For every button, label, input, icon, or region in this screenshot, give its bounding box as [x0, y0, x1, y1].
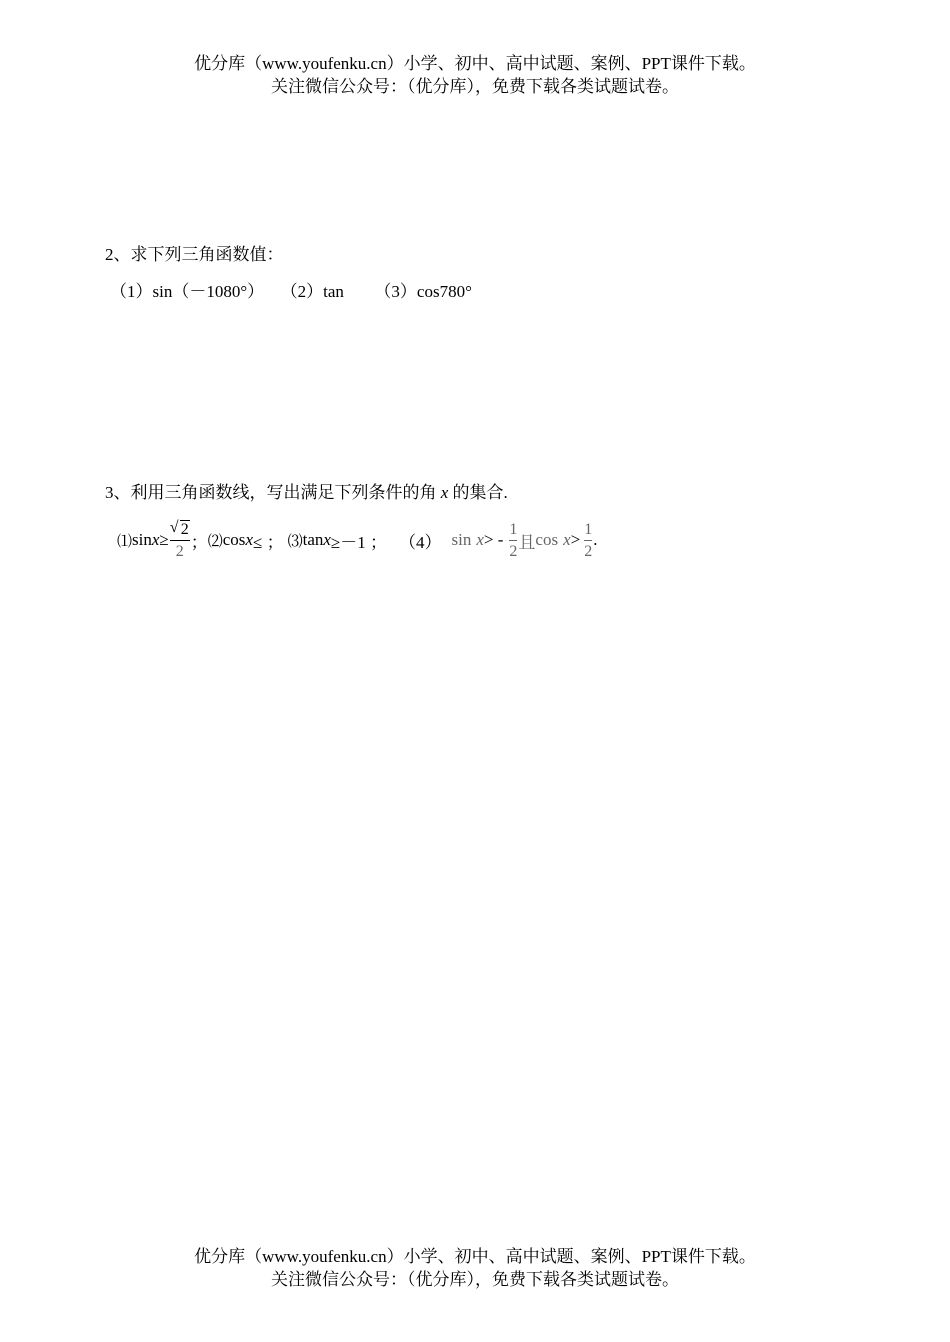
condition-3-func: tan [302, 530, 324, 549]
question-3-conditions [117, 512, 597, 568]
condition-4-sin: sin [451, 530, 472, 549]
question-2-part-1: （1）sin（－1080°） [110, 282, 265, 301]
condition-1-func: sin [132, 530, 152, 549]
question-3-title-end: 的集合. [448, 483, 508, 502]
condition-4-end: . [593, 530, 598, 549]
condition-2-variable: x [245, 530, 253, 549]
condition-1-variable: x [151, 530, 160, 549]
sqrt-symbol: √ 2 [169, 518, 189, 538]
question-2-part-2: （2）tan [280, 282, 344, 301]
condition-4-cos: cos [535, 530, 559, 549]
question-3-title [105, 478, 508, 503]
condition-4-and: 且 [518, 532, 536, 552]
condition-1-denominator: 2 [175, 542, 184, 560]
condition-4-fraction-2: $\frac{1}{2}$ [584, 520, 593, 560]
condition-4-variable-1: x [476, 530, 484, 549]
condition-1-operator: ≥ [159, 530, 169, 549]
condition-4-label: （4） [399, 532, 442, 552]
condition-3-variable: x [323, 530, 331, 549]
question-2-title: 2、求下列三角函数值： [105, 245, 284, 264]
header-line-1: 优分库（www.youfenku.cn）小学、初中、高中试题、案例、PPT课件下载。 [194, 54, 756, 73]
question-2-part-3: （3）cos780° [374, 282, 472, 301]
question-2-parts [110, 277, 472, 302]
condition-4-fraction-1: $\frac{1}{2}$ [509, 520, 518, 560]
header-line-2: 关注微信公众号：（优分库），免费下载各类试题试卷。 [271, 77, 679, 96]
condition-4-operator-1: > - [483, 530, 504, 549]
footer-line-2: 关注微信公众号：（优分库），免费下载各类试题试卷。 [271, 1270, 679, 1289]
footer-line-1: 优分库（www.youfenku.cn）小学、初中、高中试题、案例、PPT课件下载。 [194, 1247, 756, 1266]
question-3-title-variable: x [440, 483, 449, 502]
condition-4-operator-2: > [570, 530, 581, 549]
condition-3-operator: ≥－1 ； [330, 532, 388, 552]
condition-2-label: ⑵ [207, 533, 223, 550]
condition-3-label: ⑶ [287, 533, 303, 550]
separator-1: ； [190, 532, 208, 552]
condition-4-variable-2: x [563, 530, 571, 549]
condition-1-label: ⑴ [117, 533, 133, 550]
question-3-title-text: 3、利用三角函数线，写出满足下列条件的角 [105, 483, 441, 502]
condition-1-fraction [170, 520, 190, 561]
condition-2-func: cos [222, 530, 246, 549]
condition-2-operator: ≤ ； [252, 532, 284, 552]
